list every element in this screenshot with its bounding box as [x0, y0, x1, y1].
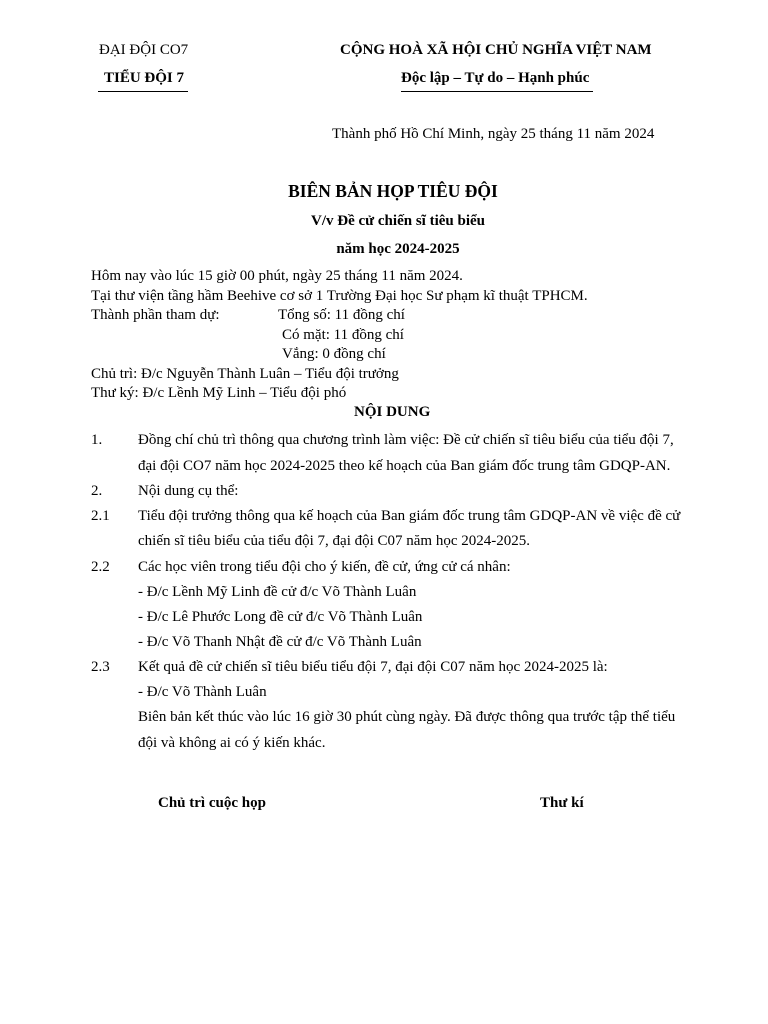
result-entry: - Đ/c Võ Thành Luân [138, 684, 267, 700]
item-number: 1. [91, 432, 103, 448]
item-number: 2. [91, 483, 103, 499]
meeting-time: Hôm nay vào lúc 15 giờ 00 phút, ngày 25 tháng 11 năm 2024. [91, 268, 463, 284]
item-text: Đồng chí chủ trì thông qua chương trình làm việc: Đề cử chiến sĩ tiêu biểu của tiểu đội 7, [138, 432, 674, 448]
motto-underline [401, 91, 593, 92]
attendance-absent: Vắng: 0 đồng chí [282, 346, 386, 362]
meeting-secretary: Thư ký: Đ/c Lềnh Mỹ Linh – Tiểu đội phó [91, 385, 347, 401]
document-title: BIÊN BẢN HỌP TIÊU ĐỘI [288, 181, 498, 201]
document-subject: V/v Đề cử chiến sĩ tiêu biểu [311, 213, 485, 229]
signature-secretary: Thư kí [540, 795, 584, 811]
item-text: Tiểu đội trưởng thông qua kế hoạch của Ban giám đốc trung tâm GDQP-AN về việc đề cử [138, 508, 681, 524]
item-text: Các học viên trong tiểu đội cho ý kiến, đề cử, ứng cử cá nhân: [138, 559, 511, 575]
item-number: 2.3 [91, 659, 110, 675]
place-date: Thành phố Hồ Chí Minh, ngày 25 tháng 11 năm 2024 [332, 126, 655, 142]
item-number: 2.2 [91, 559, 110, 575]
nomination-entry: - Đ/c Lềnh Mỹ Linh đề cử đ/c Võ Thành Luân [138, 584, 417, 600]
nation-motto: Độc lập – Tự do – Hạnh phúc [401, 70, 590, 86]
attendance-present: Có mặt: 11 đồng chí [282, 327, 404, 343]
squad-underline [98, 91, 188, 92]
unit-name: ĐẠI ĐỘI CO7 [99, 42, 189, 58]
document-year: năm học 2024-2025 [336, 241, 460, 257]
nomination-entry: - Đ/c Võ Thanh Nhật đề cử đ/c Võ Thành Luân [138, 634, 422, 650]
attendance-label: Thành phần tham dự: [91, 307, 220, 323]
meeting-chair: Chủ trì: Đ/c Nguyễn Thành Luân – Tiểu đội trưởng [91, 366, 399, 382]
item-text: Kết quả đề cử chiến sĩ tiêu biểu tiểu đội 7, đại đội C07 năm học 2024-2025 là: [138, 659, 608, 675]
signature-chair: Chủ trì cuộc họp [158, 795, 266, 811]
closing-text: Biên bản kết thúc vào lúc 16 giờ 30 phút cùng ngày. Đã được thông qua trước tập thể tiểu [138, 709, 676, 725]
attendance-total: Tổng số: 11 đồng chí [278, 307, 405, 323]
nation-title: CỘNG HOÀ XÃ HỘI CHỦ NGHĨA VIỆT NAM [340, 42, 652, 58]
item-text: đại đội CO7 năm học 2024-2025 theo kế hoạch của Ban giám đốc trung tâm GDQP-AN. [138, 458, 671, 474]
closing-text: đội và không ai có ý kiến khác. [138, 735, 326, 751]
squad-name: TIỂU ĐỘI 7 [104, 70, 185, 86]
content-heading: NỘI DUNG [354, 404, 431, 420]
item-text: Nội dung cụ thể: [138, 483, 239, 499]
meeting-location: Tại thư viện tầng hầm Beehive cơ sở 1 Trường Đại học Sư phạm kĩ thuật TPHCM. [91, 288, 588, 304]
item-text: chiến sĩ tiêu biểu của tiểu đội 7, đại đội C07 năm học 2024-2025. [138, 533, 531, 549]
nomination-entry: - Đ/c Lê Phước Long đề cử đ/c Võ Thành Luân [138, 609, 423, 625]
item-number: 2.1 [91, 508, 110, 524]
